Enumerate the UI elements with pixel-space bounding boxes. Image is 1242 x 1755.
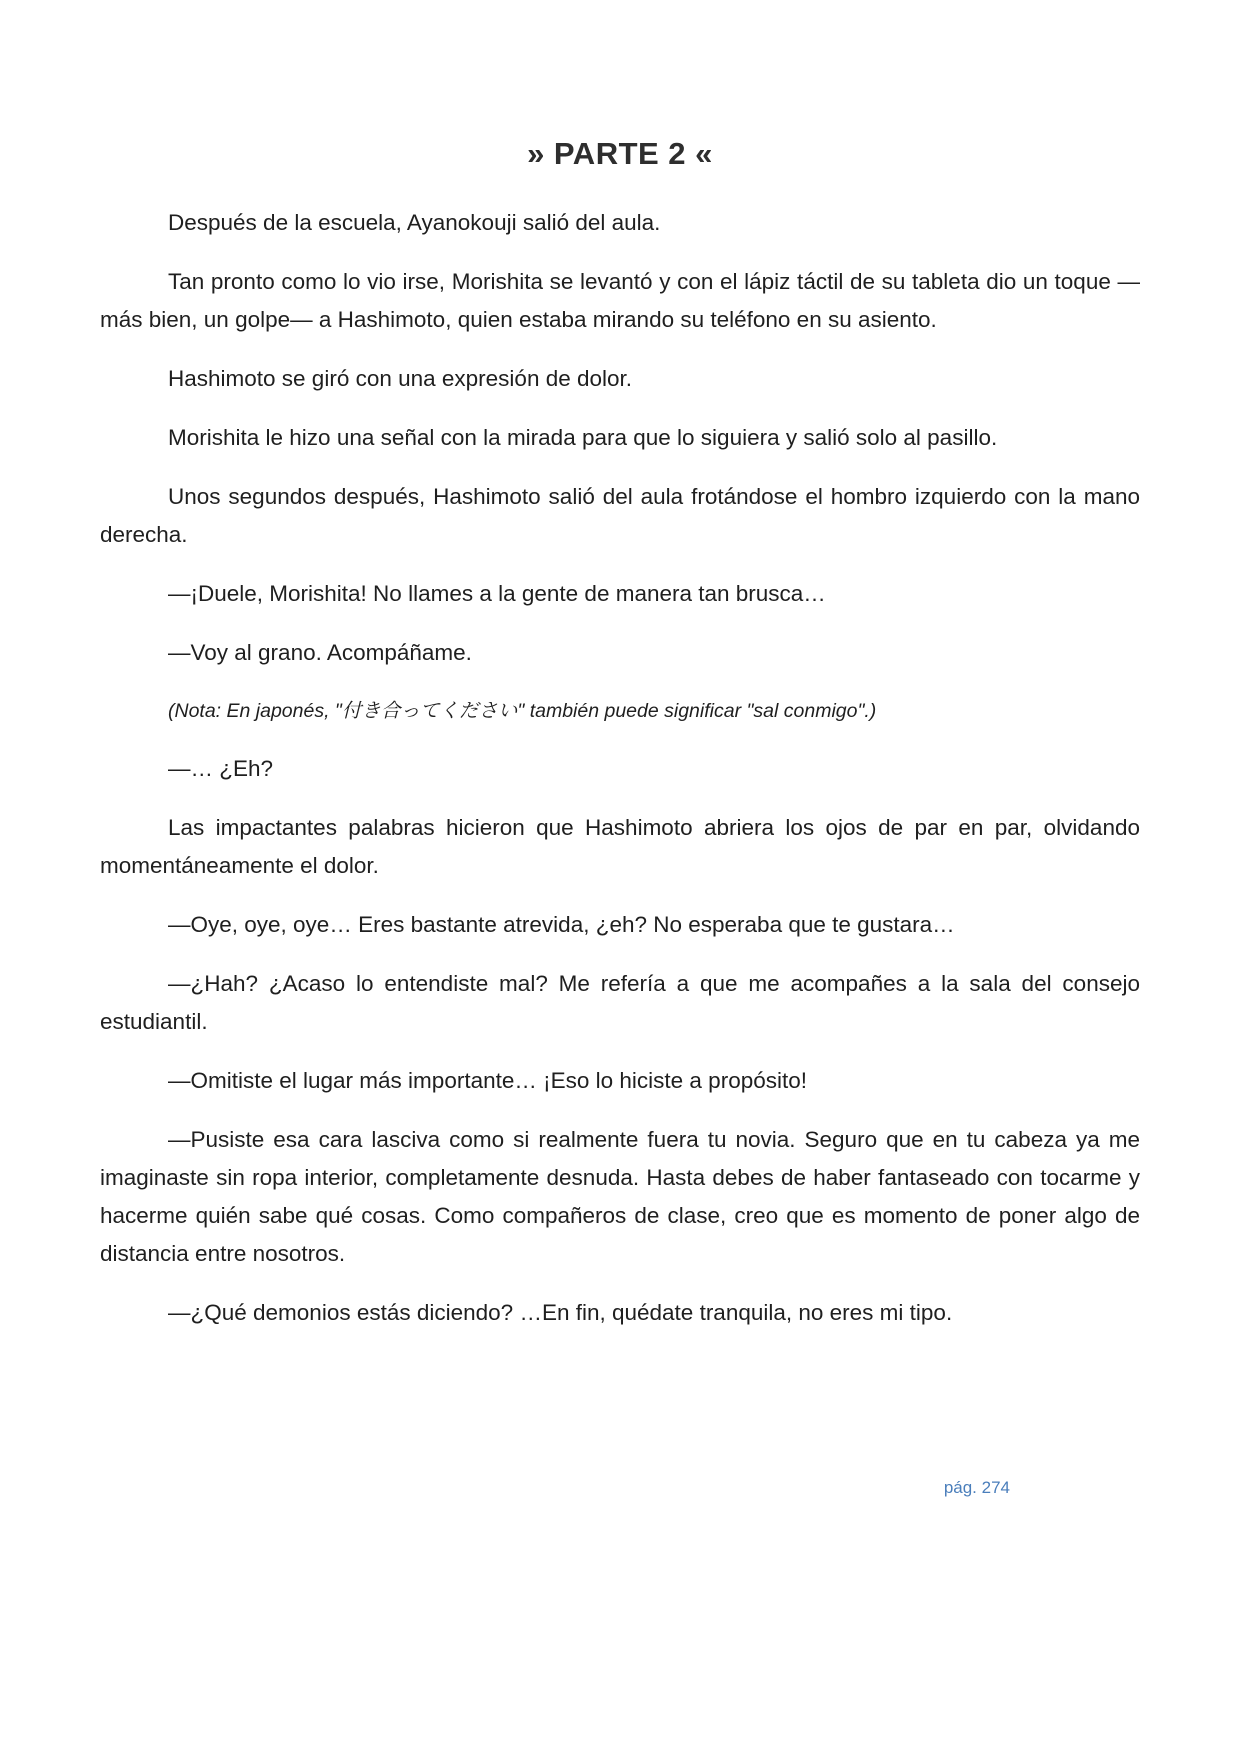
paragraph: —Oye, oye, oye… Eres bastante atrevida, ¿eh? No esperaba que te gustara…	[168, 912, 955, 937]
paragraph: Después de la escuela, Ayanokouji salió del aula.	[168, 210, 661, 235]
translator-note-paragraph: (Nota: En japonés, "付き合ってください" también puede significar "sal conmigo".)	[168, 700, 877, 722]
paragraph: —… ¿Eh?	[168, 756, 274, 781]
paragraph: Hashimoto se giró con una expresión de dolor.	[168, 366, 633, 391]
paragraph: —Omitiste el lugar más importante… ¡Eso lo hiciste a propósito!	[168, 1068, 807, 1093]
paragraph: —Pusiste esa cara lasciva como si realmente fuera tu novia. Seguro que en tu cabeza ya me imaginaste sin ropa interior, completamente desnuda. Hasta debes de haber fantaseado con tocarme y hacerme quién sabe qué cosas. Como compañeros de clase, creo que es momento de poner algo de distancia entre nosotros.	[100, 1127, 1140, 1266]
paragraph: —¿Qué demonios estás diciendo? …En fin, quédate tranquila, no eres mi tipo.	[168, 1300, 953, 1325]
page-title: » PARTE 2 «	[527, 136, 713, 171]
paragraph: Unos segundos después, Hashimoto salió del aula frotándose el hombro izquierdo con la mano derecha.	[100, 484, 1140, 547]
paragraph: Tan pronto como lo vio irse, Morishita se levantó y con el lápiz táctil de su tableta dio un toque —más bien, un golpe— a Hashimoto, quien estaba mirando su teléfono en su asiento.	[100, 269, 1140, 332]
paragraph: —¡Duele, Morishita! No llames a la gente de manera tan brusca…	[168, 581, 826, 606]
page-content	[100, 136, 1140, 1353]
paragraph: —¿Hah? ¿Acaso lo entendiste mal? Me refería a que me acompañes a la sala del consejo estudiantil.	[100, 971, 1140, 1034]
page-number: pág. 274	[943, 1478, 1010, 1497]
paragraph: Las impactantes palabras hicieron que Hashimoto abriera los ojos de par en par, olvidando momentáneamente el dolor.	[100, 815, 1140, 878]
paragraph: —Voy al grano. Acompáñame.	[168, 640, 472, 665]
paragraph: Morishita le hizo una señal con la mirada para que lo siguiera y salió solo al pasillo.	[168, 425, 998, 450]
